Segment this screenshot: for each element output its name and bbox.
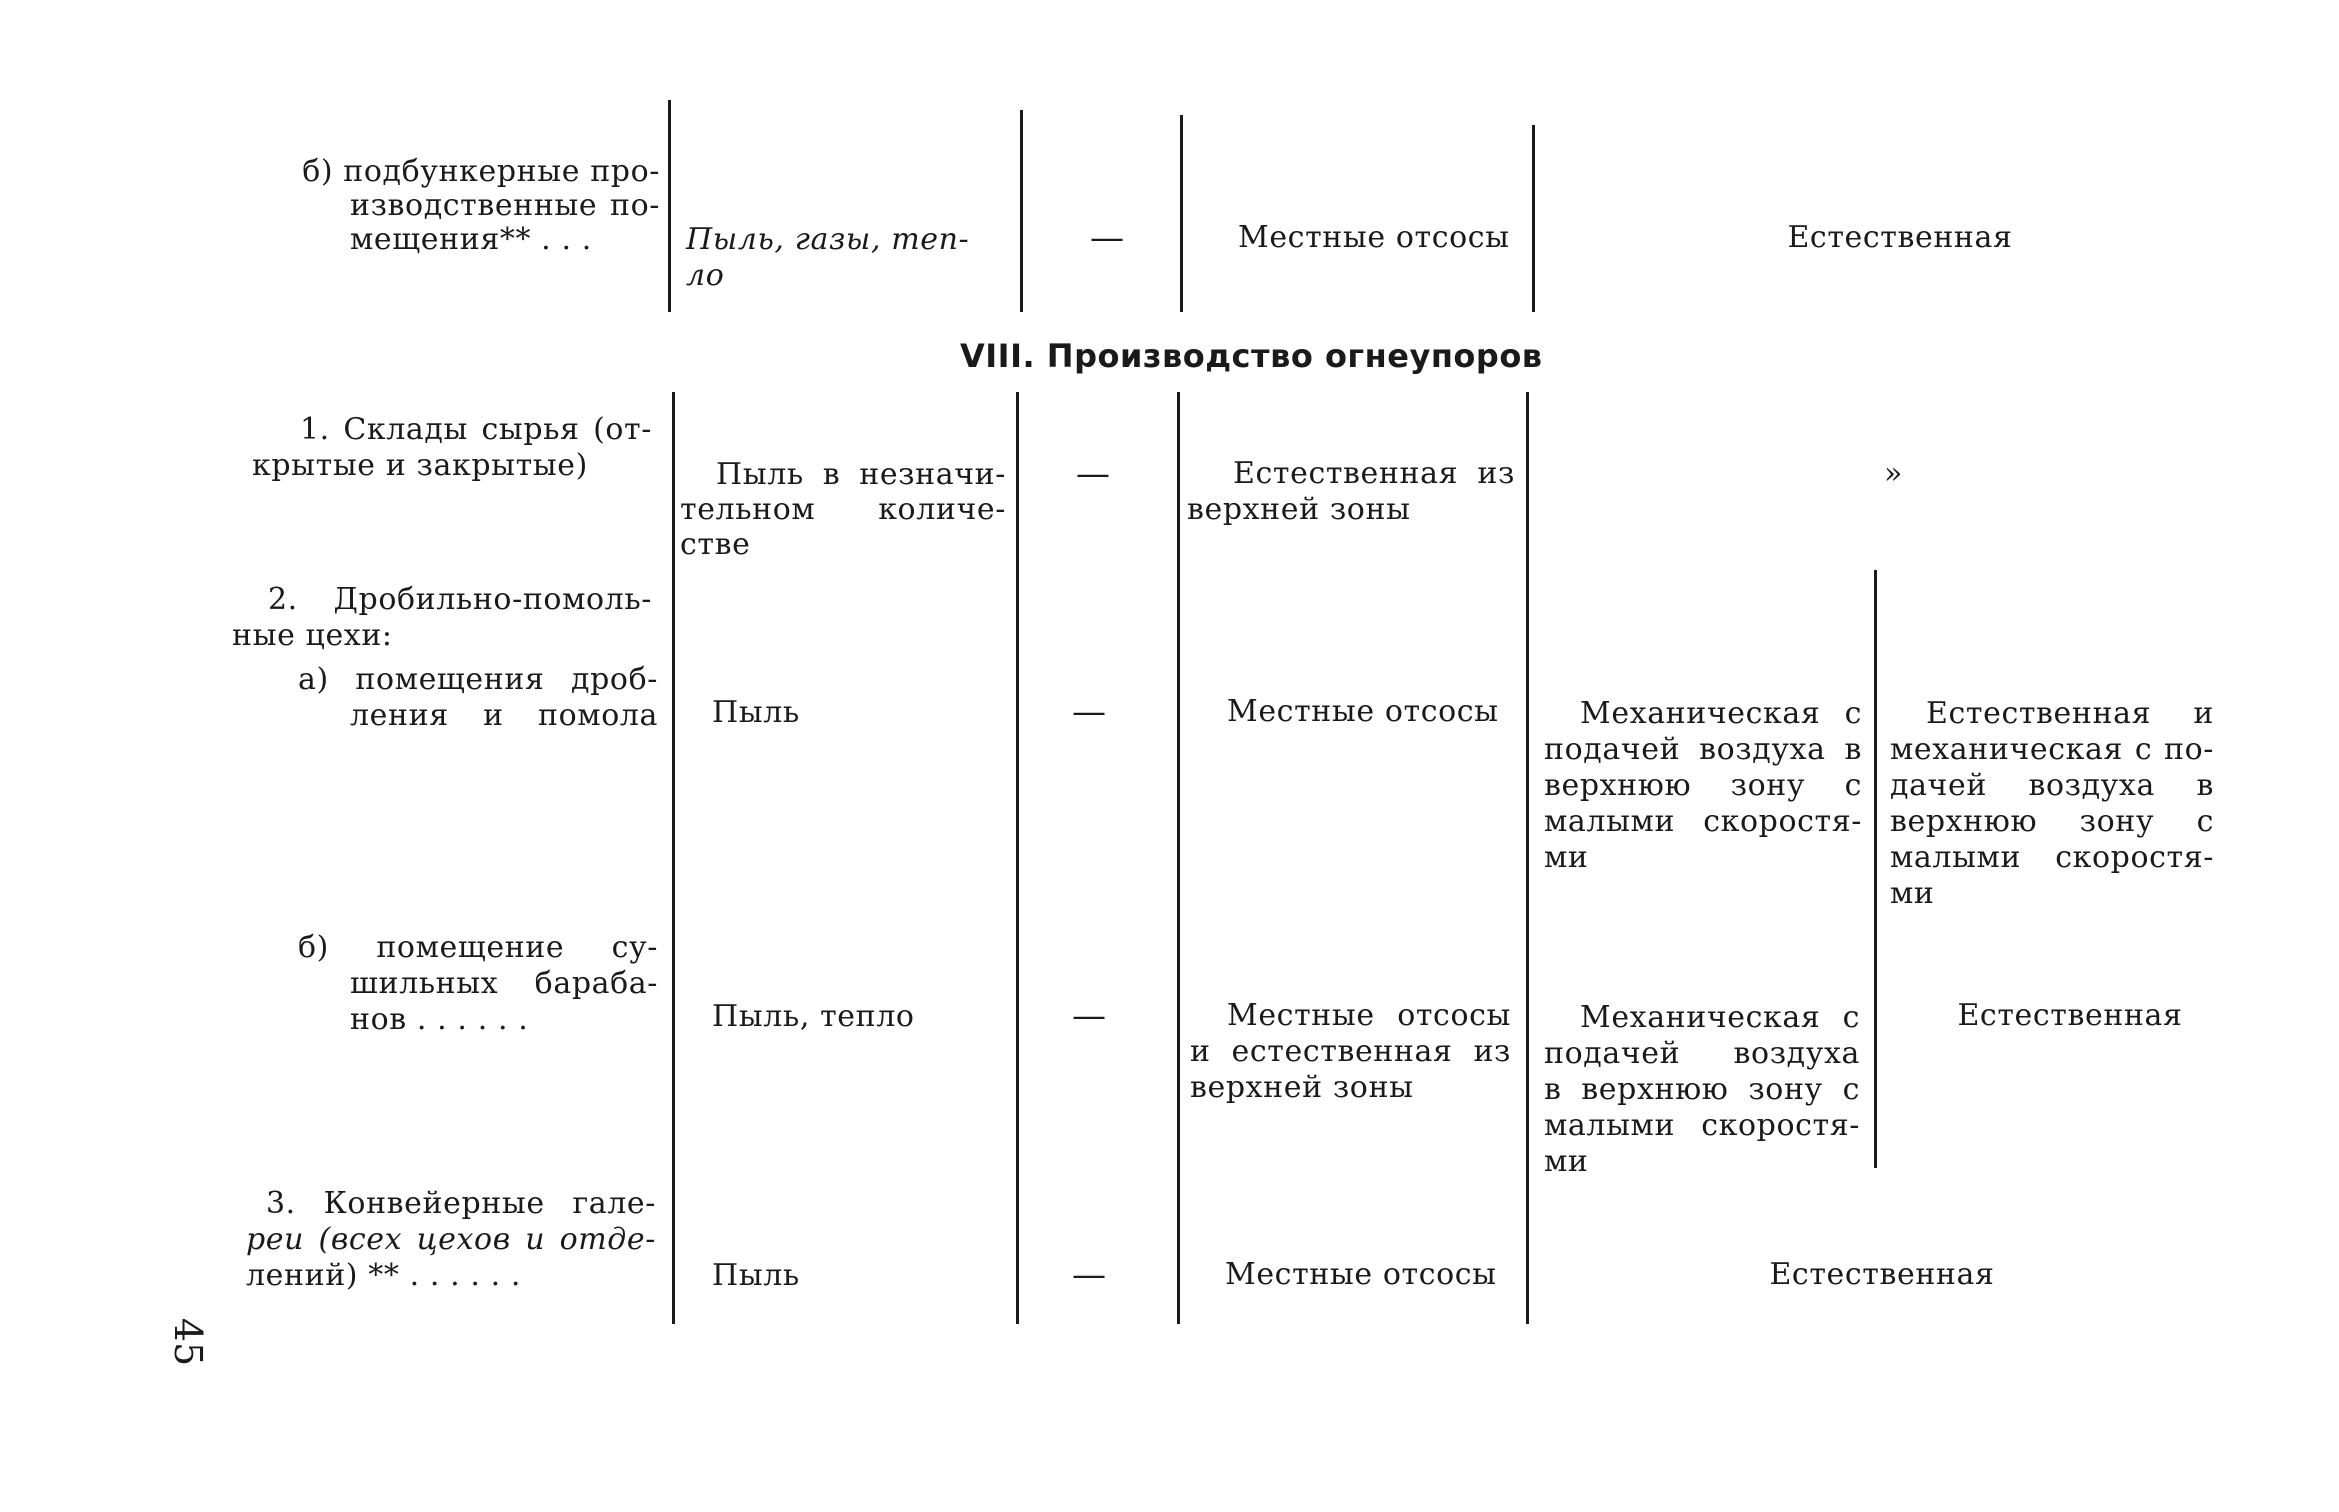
row-name-line: а) помещения дроб-: [298, 662, 658, 697]
vent-a-line: подачей воздуха в: [1544, 732, 1862, 767]
dash-cell: —: [1072, 692, 1106, 732]
row-name-line: 2. Дробильно-помоль-: [268, 582, 652, 617]
vent-a-line: малыми скоростя-: [1544, 804, 1862, 839]
dash-cell: —: [1072, 996, 1106, 1036]
page-number: 45: [166, 1317, 210, 1367]
local-line: верхней зоны: [1187, 492, 1411, 527]
dash-cell: —: [1076, 454, 1110, 494]
column-rule: [1016, 392, 1019, 1324]
vent-b-line: ми: [1890, 876, 1935, 911]
hazard-cell: Пыль: [712, 695, 800, 730]
local-exhaust-cell: Местные отсосы: [1238, 220, 1510, 255]
row-name-line: крытые и закрытые): [252, 448, 588, 483]
vent-a-line: подачей воздуха: [1544, 1036, 1860, 1071]
vent-a-line: ми: [1544, 840, 1589, 875]
vent-a-line: Механическая с: [1580, 696, 1862, 731]
row-name-line: лений) ** . . . . . .: [246, 1258, 522, 1293]
local-line: Местные отсосы: [1227, 998, 1511, 1033]
column-rule: [1532, 125, 1535, 312]
local-line: Естественная из: [1233, 456, 1515, 491]
local-line: и естественная из: [1190, 1034, 1511, 1069]
vent-a-line: малыми скоростя-: [1544, 1108, 1860, 1143]
hazard-line: тельном количе-: [680, 492, 1006, 527]
column-rule: [672, 392, 675, 1324]
dash-cell: —: [1072, 1255, 1106, 1295]
local-exhaust-cell: Местные отсосы: [1227, 694, 1499, 729]
section-heading: VIII. Производство огнеупоров: [960, 337, 1543, 375]
hazard-line: стве: [680, 527, 751, 562]
vent-b-cell: Естественная: [1957, 998, 2183, 1033]
vent-b-line: верхнюю зону с: [1890, 804, 2214, 839]
vent-a-line: в верхнюю зону с: [1544, 1072, 1860, 1107]
vent-a-line: верхнюю зону с: [1544, 768, 1862, 803]
column-rule: [1180, 115, 1183, 312]
hazard-cell: Пыль: [712, 1258, 800, 1293]
vent-b-line: Естественная и: [1926, 696, 2214, 731]
ventilation-cell: Естественная: [1769, 1257, 1995, 1292]
vent-b-line: дачей воздуха в: [1890, 768, 2214, 803]
row-name-line: изводственные по-: [350, 188, 660, 223]
row-name-line: ления и помола: [350, 698, 658, 733]
row-name-line: нов . . . . . .: [350, 1002, 529, 1037]
ditto-mark: »: [1884, 456, 1903, 491]
column-rule: [1020, 110, 1023, 312]
ventilation-cell: Естественная: [1787, 220, 2013, 255]
row-name-line: шильных бараба-: [350, 966, 658, 1001]
row-name-line: б) подбункерные про-: [302, 154, 660, 189]
column-rule: [1874, 570, 1877, 1168]
row-name-line: реи (всех цехов и отде-: [246, 1222, 656, 1257]
row-name-line: мещения** . . .: [350, 222, 592, 257]
vent-a-line: ми: [1544, 1144, 1589, 1179]
row-name-line: 3. Конвейерные гале-: [266, 1186, 656, 1221]
local-exhaust-cell: Местные отсосы: [1225, 1257, 1497, 1292]
row-name-line: б) помещение су-: [298, 930, 658, 965]
vent-b-line: механическая с по-: [1890, 732, 2214, 767]
row-name-line: ные цехи:: [232, 618, 393, 653]
hazard-cell: Пыль, газы, теп- ло: [686, 222, 970, 293]
hazard-line: Пыль в незначи-: [716, 457, 1006, 492]
dash-cell: —: [1090, 218, 1124, 258]
column-rule: [1526, 392, 1529, 1324]
column-rule: [1177, 392, 1180, 1324]
vent-a-line: Механическая с: [1580, 1000, 1860, 1035]
row-name-line: 1. Склады сырья (от-: [300, 412, 652, 447]
local-line: верхней зоны: [1190, 1070, 1414, 1105]
column-rule: [668, 100, 671, 312]
hazard-cell: Пыль, тепло: [712, 999, 915, 1034]
vent-b-line: малыми скоростя-: [1890, 840, 2214, 875]
